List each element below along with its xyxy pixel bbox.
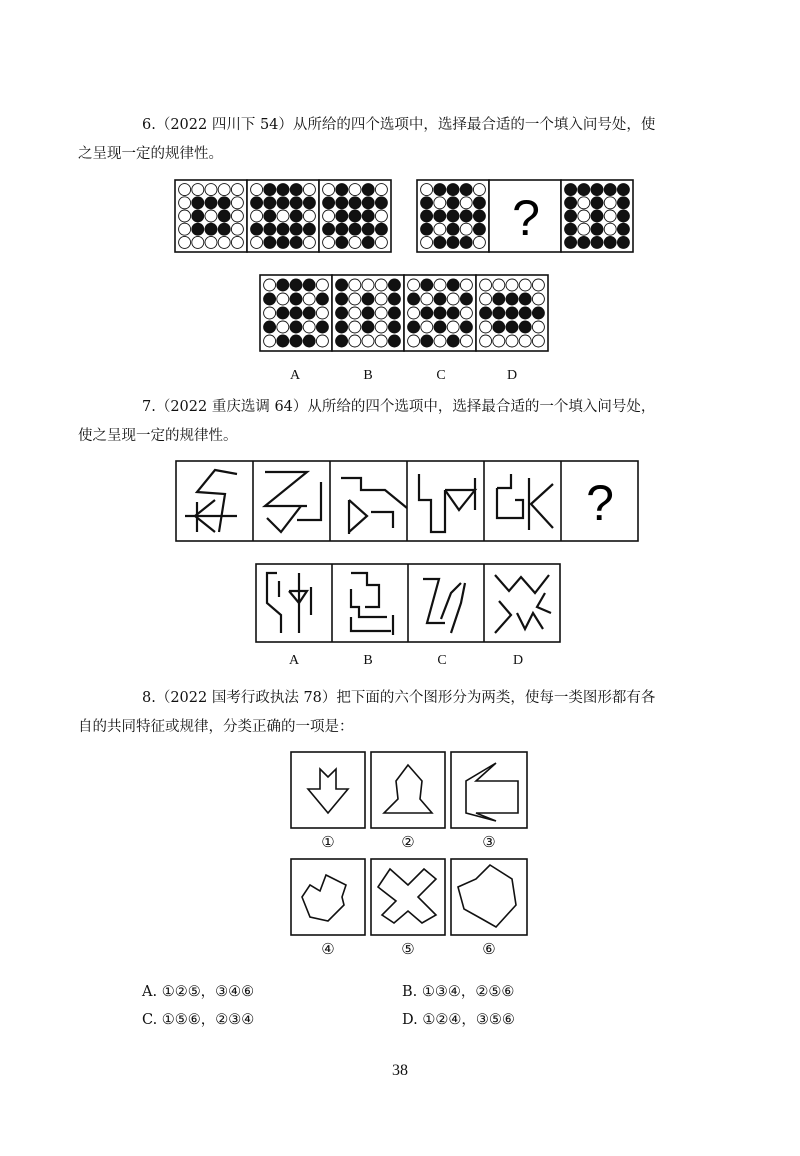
dot [303, 307, 315, 319]
dot [578, 184, 590, 196]
dot [473, 184, 485, 196]
q6-stem-left-group [175, 180, 391, 252]
question-7-line1: 7.（2022 重庆选调 64）从所给的四个选项中，选择最合适的一个填入问号处， [142, 399, 656, 415]
question-6-stem-figure [174, 179, 634, 253]
dot [460, 335, 472, 347]
dot [192, 197, 204, 209]
dot [460, 197, 472, 209]
dot [604, 223, 616, 235]
dot [447, 293, 459, 305]
dot [506, 293, 518, 305]
dot [532, 307, 544, 319]
dot [447, 184, 459, 196]
question-7-stem-figure [175, 460, 639, 542]
question-7-text [78, 393, 720, 451]
dot [434, 279, 446, 291]
dot [519, 293, 531, 305]
q6-options-group [260, 275, 548, 351]
dot [617, 223, 629, 235]
dot [349, 335, 361, 347]
dot [251, 223, 263, 235]
dot [388, 321, 400, 333]
dot [251, 197, 263, 209]
dot [290, 184, 302, 196]
dot [506, 321, 518, 333]
dot [565, 236, 577, 248]
dot [277, 293, 289, 305]
dot [493, 321, 505, 333]
q6-option-b-figure [332, 275, 404, 351]
dot [316, 307, 328, 319]
dot [421, 307, 433, 319]
dot [493, 293, 505, 305]
dot [434, 210, 446, 222]
dot [460, 210, 472, 222]
dot [421, 279, 433, 291]
dot [617, 236, 629, 248]
dot [362, 236, 374, 248]
dot [375, 307, 387, 319]
dot [493, 335, 505, 347]
dot [388, 307, 400, 319]
dot [277, 321, 289, 333]
dot [323, 236, 335, 248]
dot [434, 197, 446, 209]
dot [362, 210, 374, 222]
dot [506, 279, 518, 291]
dot [231, 210, 243, 222]
dot [231, 184, 243, 196]
dot [336, 210, 348, 222]
dot [290, 321, 302, 333]
dot [205, 197, 217, 209]
dot [447, 307, 459, 319]
dot [323, 197, 335, 209]
dot [336, 236, 348, 248]
dot [473, 210, 485, 222]
q6-option-label-b: B [363, 368, 373, 383]
q6-stem-figure-2 [247, 180, 319, 252]
dot [179, 184, 191, 196]
dot [264, 279, 276, 291]
dot [460, 184, 472, 196]
dot [362, 279, 374, 291]
dot [565, 210, 577, 222]
dot [231, 223, 243, 235]
dot [506, 335, 518, 347]
dot [290, 223, 302, 235]
dot [375, 210, 387, 222]
dot [264, 210, 276, 222]
dot [447, 335, 459, 347]
question-8-line1: 8.（2022 国考行政执法 78）把下面的六个图形分为两类，使每一类图形都有各 [142, 690, 656, 706]
question-7-line2: 使之呈现一定的规律性。 [78, 428, 238, 444]
dot [303, 236, 315, 248]
dot [375, 223, 387, 235]
dot [362, 335, 374, 347]
q7-option-label-c: C [437, 653, 447, 668]
dot [303, 197, 315, 209]
dot [480, 335, 492, 347]
dot [447, 223, 459, 235]
dot [264, 236, 276, 248]
question-6-options-figure [259, 274, 551, 352]
dot [519, 279, 531, 291]
q8-label-6: ⑥ [482, 940, 496, 958]
dot [375, 184, 387, 196]
dot [290, 307, 302, 319]
dot [565, 197, 577, 209]
dot [303, 279, 315, 291]
dot [264, 223, 276, 235]
dot [264, 321, 276, 333]
dot [303, 293, 315, 305]
q6-stem-figure-3 [319, 180, 391, 252]
q8-label-3: ③ [482, 833, 496, 851]
dot [362, 197, 374, 209]
q7-question-mark: ? [586, 475, 614, 531]
q6-option-label-c: C [436, 368, 446, 383]
dot [480, 321, 492, 333]
dot [218, 197, 230, 209]
dot [447, 197, 459, 209]
dot [434, 335, 446, 347]
dot [323, 223, 335, 235]
dot [578, 236, 590, 248]
dot [447, 210, 459, 222]
dot [375, 293, 387, 305]
dot [290, 236, 302, 248]
dot [617, 210, 629, 222]
q6-stem-figure-4 [417, 180, 489, 252]
dot [493, 279, 505, 291]
dot [519, 335, 531, 347]
dot [349, 223, 361, 235]
dot [290, 293, 302, 305]
dot [323, 184, 335, 196]
q6-option-a-figure [260, 275, 332, 351]
dot [604, 236, 616, 248]
q8-answer-c: C. ①⑤⑥，②③④ [142, 1012, 255, 1028]
dot [290, 197, 302, 209]
dot [591, 236, 603, 248]
dot [408, 335, 420, 347]
dot [264, 335, 276, 347]
dot [251, 210, 263, 222]
dot [362, 223, 374, 235]
q8-label-1: ① [321, 833, 335, 851]
dot [179, 236, 191, 248]
dot [277, 197, 289, 209]
q6-option-label-d: D [506, 368, 518, 383]
dot [375, 321, 387, 333]
dot [336, 184, 348, 196]
dot [277, 223, 289, 235]
dot [323, 210, 335, 222]
dot [264, 197, 276, 209]
dot [421, 210, 433, 222]
dot [290, 335, 302, 347]
dot [349, 236, 361, 248]
dot [336, 293, 348, 305]
dot [421, 293, 433, 305]
dot [192, 236, 204, 248]
dot [434, 223, 446, 235]
dot [290, 279, 302, 291]
dot [277, 307, 289, 319]
dot [434, 293, 446, 305]
dot [388, 293, 400, 305]
dot [434, 307, 446, 319]
dot [604, 210, 616, 222]
dot [205, 210, 217, 222]
dot [460, 223, 472, 235]
dot [218, 210, 230, 222]
dot [434, 321, 446, 333]
dot [421, 223, 433, 235]
q6-question-mark: ? [512, 190, 540, 246]
dot [303, 335, 315, 347]
dot [408, 307, 420, 319]
dot [434, 184, 446, 196]
dot [251, 236, 263, 248]
dot [349, 321, 361, 333]
dot [493, 307, 505, 319]
question-8-line2: 自的共同特征或规律，分类正确的一项是： [78, 719, 354, 735]
dot [460, 307, 472, 319]
dot [218, 236, 230, 248]
dot [303, 210, 315, 222]
dot [336, 223, 348, 235]
dot [388, 335, 400, 347]
dot [591, 223, 603, 235]
dot [565, 223, 577, 235]
dot [473, 236, 485, 248]
dot [277, 236, 289, 248]
q8-label-4: ④ [321, 940, 335, 958]
dot [303, 184, 315, 196]
dot [519, 307, 531, 319]
dot [205, 236, 217, 248]
dot [375, 335, 387, 347]
dot [251, 184, 263, 196]
dot [192, 223, 204, 235]
dot [205, 223, 217, 235]
dot [375, 236, 387, 248]
dot [473, 197, 485, 209]
dot [447, 236, 459, 248]
dot [591, 210, 603, 222]
dot [519, 321, 531, 333]
dot [506, 307, 518, 319]
dot [604, 197, 616, 209]
dot [336, 307, 348, 319]
q6-option-d-figure [476, 275, 548, 351]
dot [362, 184, 374, 196]
dot [218, 223, 230, 235]
dot [421, 335, 433, 347]
q8-answer-b: B. ①③④，②⑤⑥ [402, 984, 515, 1000]
dot [349, 279, 361, 291]
dot [473, 223, 485, 235]
dot [179, 210, 191, 222]
dot [460, 321, 472, 333]
dot [408, 293, 420, 305]
dot [277, 335, 289, 347]
dot [362, 307, 374, 319]
dot [591, 184, 603, 196]
page-number: 38 [392, 1062, 408, 1079]
q8-label-5: ⑤ [401, 940, 415, 958]
dot [532, 279, 544, 291]
dot [617, 197, 629, 209]
question-7-options-figure [255, 563, 561, 643]
dot [316, 293, 328, 305]
dot [375, 197, 387, 209]
q6-option-label-a: A [289, 368, 301, 383]
dot [532, 293, 544, 305]
dot [532, 321, 544, 333]
dot [578, 210, 590, 222]
question-6-line2: 之呈现一定的规律性。 [78, 146, 223, 162]
dot [447, 279, 459, 291]
dot [480, 279, 492, 291]
dot [349, 210, 361, 222]
dot [421, 321, 433, 333]
dot [179, 197, 191, 209]
q7-option-label-b: B [363, 653, 373, 668]
dot [532, 335, 544, 347]
q8-label-2: ② [401, 833, 415, 851]
dot [277, 184, 289, 196]
dot [617, 184, 629, 196]
dot [349, 293, 361, 305]
dot [179, 223, 191, 235]
q6-stem-figure-6 [561, 180, 633, 252]
dot [192, 210, 204, 222]
q6-option-c-figure [404, 275, 476, 351]
dot [264, 184, 276, 196]
dot [316, 335, 328, 347]
dot [362, 293, 374, 305]
dot [336, 321, 348, 333]
dot [421, 197, 433, 209]
dot [460, 293, 472, 305]
dot [421, 236, 433, 248]
dot [277, 210, 289, 222]
dot [408, 279, 420, 291]
q6-stem-figure-1 [175, 180, 247, 252]
dot [565, 184, 577, 196]
dot [362, 321, 374, 333]
dot [578, 197, 590, 209]
dot [375, 279, 387, 291]
dot [434, 236, 446, 248]
dot [290, 210, 302, 222]
dot [218, 184, 230, 196]
dot [316, 321, 328, 333]
question-6-line1: 6.（2022 四川下 54）从所给的四个选项中，选择最合适的一个填入问号处，使 [142, 117, 656, 133]
dot [349, 307, 361, 319]
dot [349, 184, 361, 196]
q8-answer-d: D. ①②④，③⑤⑥ [402, 1012, 515, 1028]
dot [264, 307, 276, 319]
dot [408, 321, 420, 333]
dot [447, 321, 459, 333]
dot [578, 223, 590, 235]
q8-answer-a: A. ①②⑤，③④⑥ [142, 984, 255, 1000]
dot [336, 197, 348, 209]
dot [231, 197, 243, 209]
dot [421, 184, 433, 196]
dot [303, 223, 315, 235]
dot [349, 197, 361, 209]
dot [316, 279, 328, 291]
dot [460, 236, 472, 248]
dot [192, 184, 204, 196]
dot [480, 307, 492, 319]
dot [388, 279, 400, 291]
dot [205, 184, 217, 196]
dot [336, 335, 348, 347]
question-8-text [78, 684, 720, 742]
dot [231, 236, 243, 248]
dot [336, 279, 348, 291]
dot [604, 184, 616, 196]
question-6-text [78, 111, 720, 169]
q7-option-label-d: D [512, 653, 524, 668]
dot [264, 293, 276, 305]
dot [460, 279, 472, 291]
dot [591, 197, 603, 209]
dot [303, 321, 315, 333]
q7-option-label-a: A [288, 653, 300, 668]
dot [480, 293, 492, 305]
dot [277, 279, 289, 291]
